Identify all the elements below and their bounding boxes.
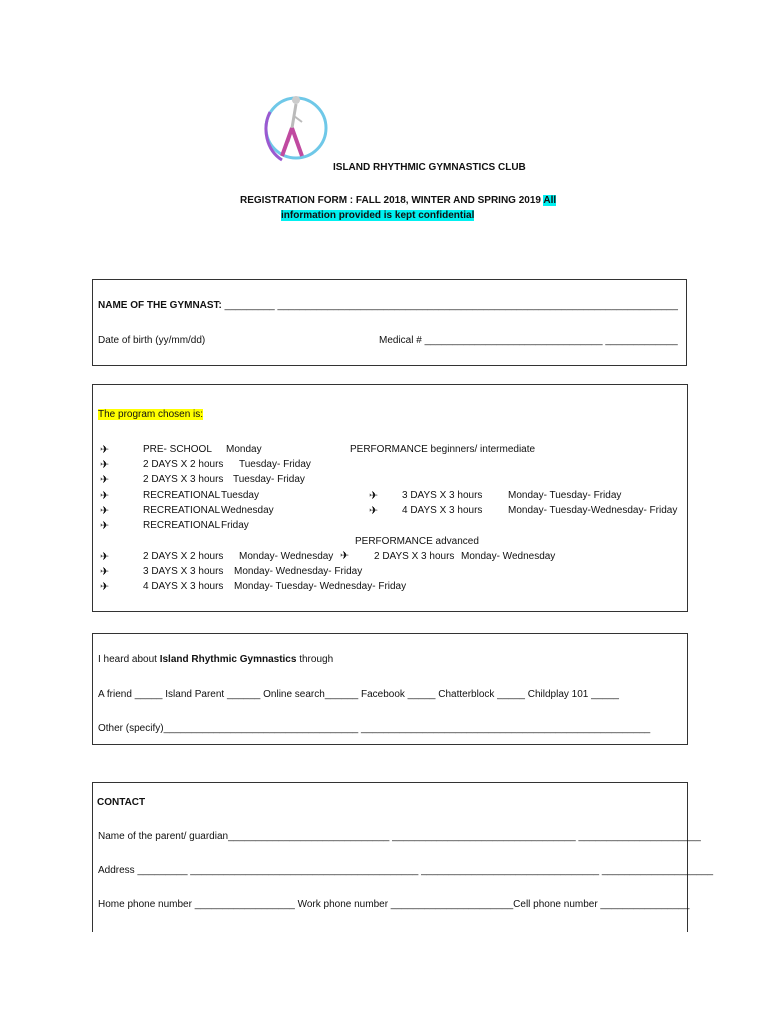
plane-bullet-icon[interactable]: ✈ [100, 566, 110, 578]
heard-suffix: through [296, 654, 334, 665]
contact-section [92, 782, 714, 932]
plane-bullet-icon[interactable]: ✈ [100, 490, 110, 502]
confidential-note-b: information provided is kept confidential [281, 210, 475, 221]
perf-advanced-title: PERFORMANCE advanced [355, 536, 479, 547]
program-option[interactable]: RECREATIONAL [143, 490, 221, 501]
plane-bullet-icon[interactable]: ✈ [100, 551, 110, 563]
program-option-days: Monday [226, 444, 262, 455]
address-field[interactable]: Address _________ _________________________________________ ________________________________ ____________________ [98, 865, 714, 876]
program-option-days: Tuesday- Friday [239, 459, 311, 470]
contact-title: CONTACT [97, 797, 146, 808]
plane-bullet-icon[interactable]: ✈ [340, 550, 350, 562]
plane-bullet-icon[interactable]: ✈ [369, 490, 379, 502]
program-option-days: Friday [221, 520, 249, 531]
program-title: The program chosen is: [98, 409, 204, 420]
program-option[interactable]: 4 DAYS X 3 hours [143, 581, 224, 592]
program-option[interactable]: 3 DAYS X 3 hours [143, 566, 224, 577]
medical-row[interactable] [379, 335, 678, 346]
gymnast-name-field[interactable]: _________ ________________________________________________________________________ [224, 300, 678, 311]
program-option-days: Monday- Wednesday [461, 551, 556, 562]
program-option-days: Monday- Tuesday-Wednesday- Friday [508, 505, 678, 516]
plane-bullet-icon[interactable]: ✈ [100, 520, 110, 532]
plane-bullet-icon[interactable]: ✈ [100, 459, 110, 471]
program-option[interactable]: 2 DAYS X 2 hours [143, 551, 224, 562]
confidential-note-a: All [543, 195, 557, 206]
medical-label: Medical # [379, 335, 425, 346]
program-option-days: Monday- Wednesday [239, 551, 334, 562]
medical-field[interactable]: ________________________________ _____________ [424, 335, 678, 346]
program-option[interactable]: 2 DAYS X 2 hours [143, 459, 224, 470]
plane-bullet-icon[interactable]: ✈ [100, 444, 110, 456]
perf-beginner-title: PERFORMANCE beginners/ intermediate [350, 444, 536, 455]
program-option[interactable]: RECREATIONAL [143, 520, 221, 531]
program-option[interactable]: 2 DAYS X 3 hours [374, 551, 455, 562]
program-option[interactable]: 4 DAYS X 3 hours [402, 505, 483, 516]
club-logo [258, 92, 330, 164]
program-option[interactable]: RECREATIONAL [143, 505, 221, 516]
gymnast-name-row[interactable] [98, 300, 678, 311]
club-name: ISLAND RHYTHMIC GYMNASTICS CLUB [333, 162, 526, 173]
plane-bullet-icon[interactable]: ✈ [369, 505, 379, 517]
dob-field[interactable]: Date of birth (yy/mm/dd) [98, 335, 206, 346]
program-option[interactable]: 2 DAYS X 3 hours [143, 474, 224, 485]
program-option[interactable]: 3 DAYS X 3 hours [402, 490, 483, 501]
plane-bullet-icon[interactable]: ✈ [100, 474, 110, 486]
gymnast-name-label: NAME OF THE GYMNAST: [98, 300, 222, 311]
program-section [92, 384, 688, 612]
heard-club-name: Island Rhythmic Gymnastics [159, 654, 297, 665]
program-option-days: Tuesday- Friday [233, 474, 305, 485]
plane-bullet-icon[interactable]: ✈ [100, 581, 110, 593]
form-title [240, 195, 556, 206]
parent-name-field[interactable]: Name of the parent/ guardian_____________________________ _________________________________ ______________________ [98, 831, 701, 842]
form-title-text: REGISTRATION FORM : FALL 2018, WINTER AND SPRING 2019 [240, 195, 541, 206]
heard-prefix: I heard about [98, 654, 160, 665]
program-option-days: Tuesday [221, 490, 259, 501]
program-option-days: Monday- Tuesday- Wednesday- Friday [234, 581, 407, 592]
referral-options[interactable]: A friend _____ Island Parent ______ Online search______ Facebook _____ Chatterblock _____ Childplay 101 _____ [98, 689, 619, 700]
plane-bullet-icon[interactable]: ✈ [100, 505, 110, 517]
program-option[interactable]: PRE- SCHOOL [143, 444, 212, 455]
program-option-days: Wednesday [221, 505, 274, 516]
gymnast-info-section [92, 279, 687, 366]
referral-section [92, 633, 688, 745]
phone-numbers-field[interactable]: Home phone number __________________ Work phone number ______________________Cell phone number ________________ [98, 899, 690, 910]
program-option-days: Monday- Tuesday- Friday [508, 490, 622, 501]
heard-about-text [98, 654, 333, 665]
program-option-days: Monday- Wednesday- Friday [234, 566, 363, 577]
other-specify-field[interactable]: Other (specify)___________________________________ ____________________________________________________ [98, 723, 651, 734]
